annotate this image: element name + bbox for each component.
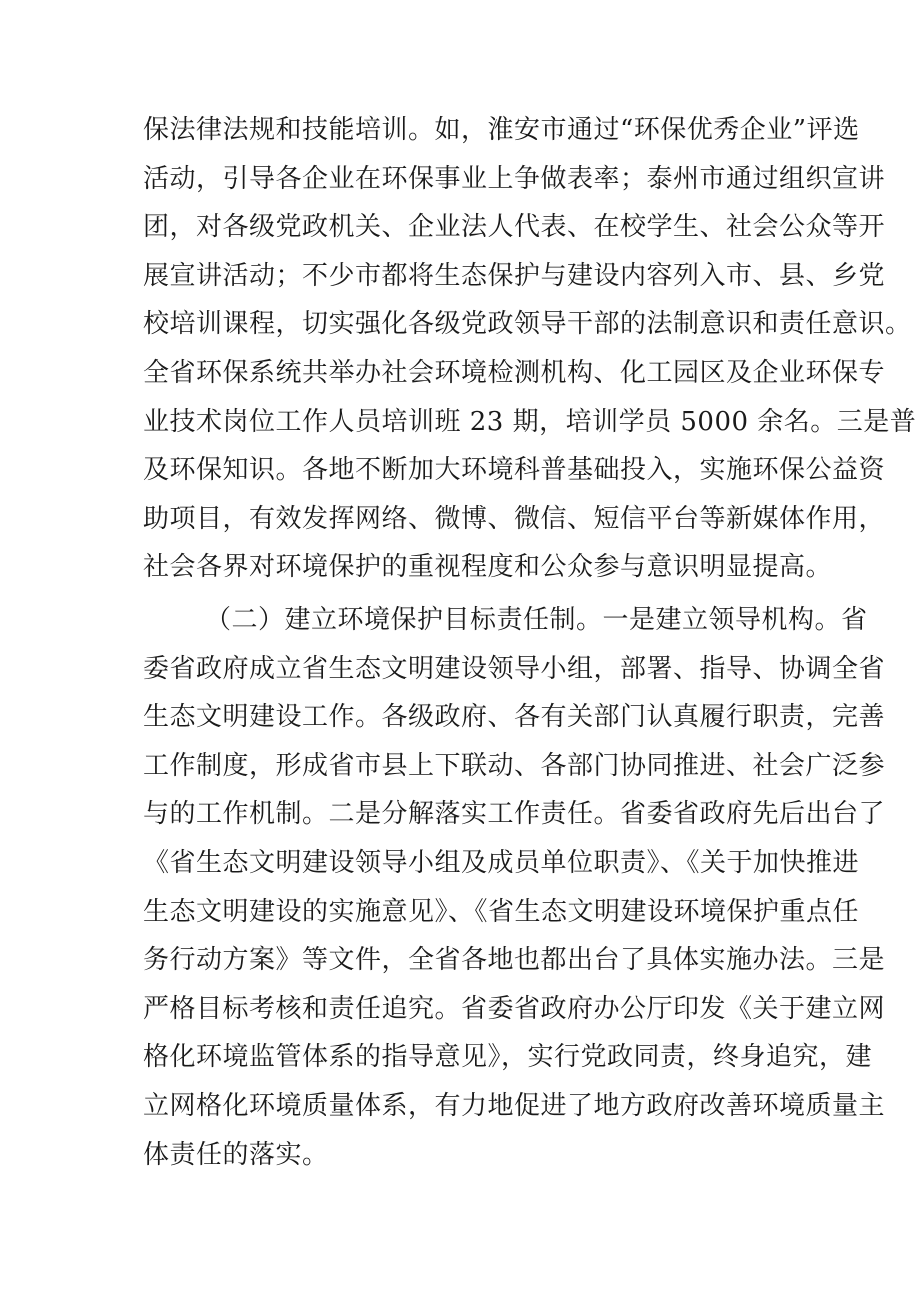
paragraph-line-indented: （二）建立环境保护目标责任制。一是建立领导机构。省 <box>205 605 868 635</box>
paragraph-line: 委省政府成立省生态文明建设领导小组，部署、指导、协调全省 <box>143 653 886 684</box>
body-paragraph-2 <box>143 596 886 1179</box>
paragraph-line: 展宣讲活动；不少市都将生态保护与建设内容列入市、县、乡党 <box>143 260 886 291</box>
paragraph-line: 立网格化环境质量体系，有力地促进了地方政府改善环境质量主 <box>143 1090 886 1121</box>
paragraph-line: 助项目，有效发挥网络、微博、微信、短信平台等新媒体作用， <box>143 503 886 534</box>
paragraph-line: 务行动方案》等文件，全省各地也都出台了具体实施办法。三是 <box>143 945 886 976</box>
paragraph-line: 活动，引导各企业在环保事业上争做表率；泰州市通过组织宣讲 <box>143 163 886 194</box>
paragraph-line: 生态文明建设的实施意见》、《省生态文明建设环境保护重点任 <box>143 896 860 927</box>
paragraph-line: 保法律法规和技能培训。如，淮安市通过“环保优秀企业”评选 <box>143 115 860 145</box>
paragraph-line: 业技术岗位工作人员培训班 23 期，培训学员 5000 余名。三是普 <box>143 406 917 437</box>
paragraph-line: 全省环保系统共举办社会环境检测机构、化工园区及企业环保专 <box>143 357 886 388</box>
paragraph-line: 校培训课程，切实强化各级党政领导干部的法制意识和责任意识。 <box>143 309 912 340</box>
paragraph-line: 及环保知识。各地不断加大环境科普基础投入，实施环保公益资 <box>143 455 886 486</box>
body-paragraph-1 <box>143 106 917 592</box>
paragraph-line: 社会各界对环境保护的重视程度和公众参与意识明显提高。 <box>143 552 833 583</box>
paragraph-line: 团，对各级党政机关、企业法人代表、在校学生、社会公众等开 <box>143 212 886 243</box>
paragraph-line: 工作制度，形成省市县上下联动、各部门协同推进、社会广泛参 <box>143 750 886 781</box>
paragraph-line: 格化环境监管体系的指导意见》，实行党政同责，终身追究，建 <box>143 1042 873 1073</box>
paragraph-line: 体责任的落实。 <box>143 1139 329 1170</box>
paragraph-line: 生态文明建设工作。各级政府、各有关部门认真履行职责，完善 <box>143 702 886 733</box>
paragraph-line: 与的工作机制。二是分解落实工作责任。省委省政府先后出台了 <box>143 799 886 830</box>
paragraph-line: 《省生态文明建设领导小组及成员单位职责》、《关于加快推进 <box>143 847 860 878</box>
paragraph-line: 严格目标考核和责任追究。省委省政府办公厅印发《关于建立网 <box>143 993 886 1024</box>
